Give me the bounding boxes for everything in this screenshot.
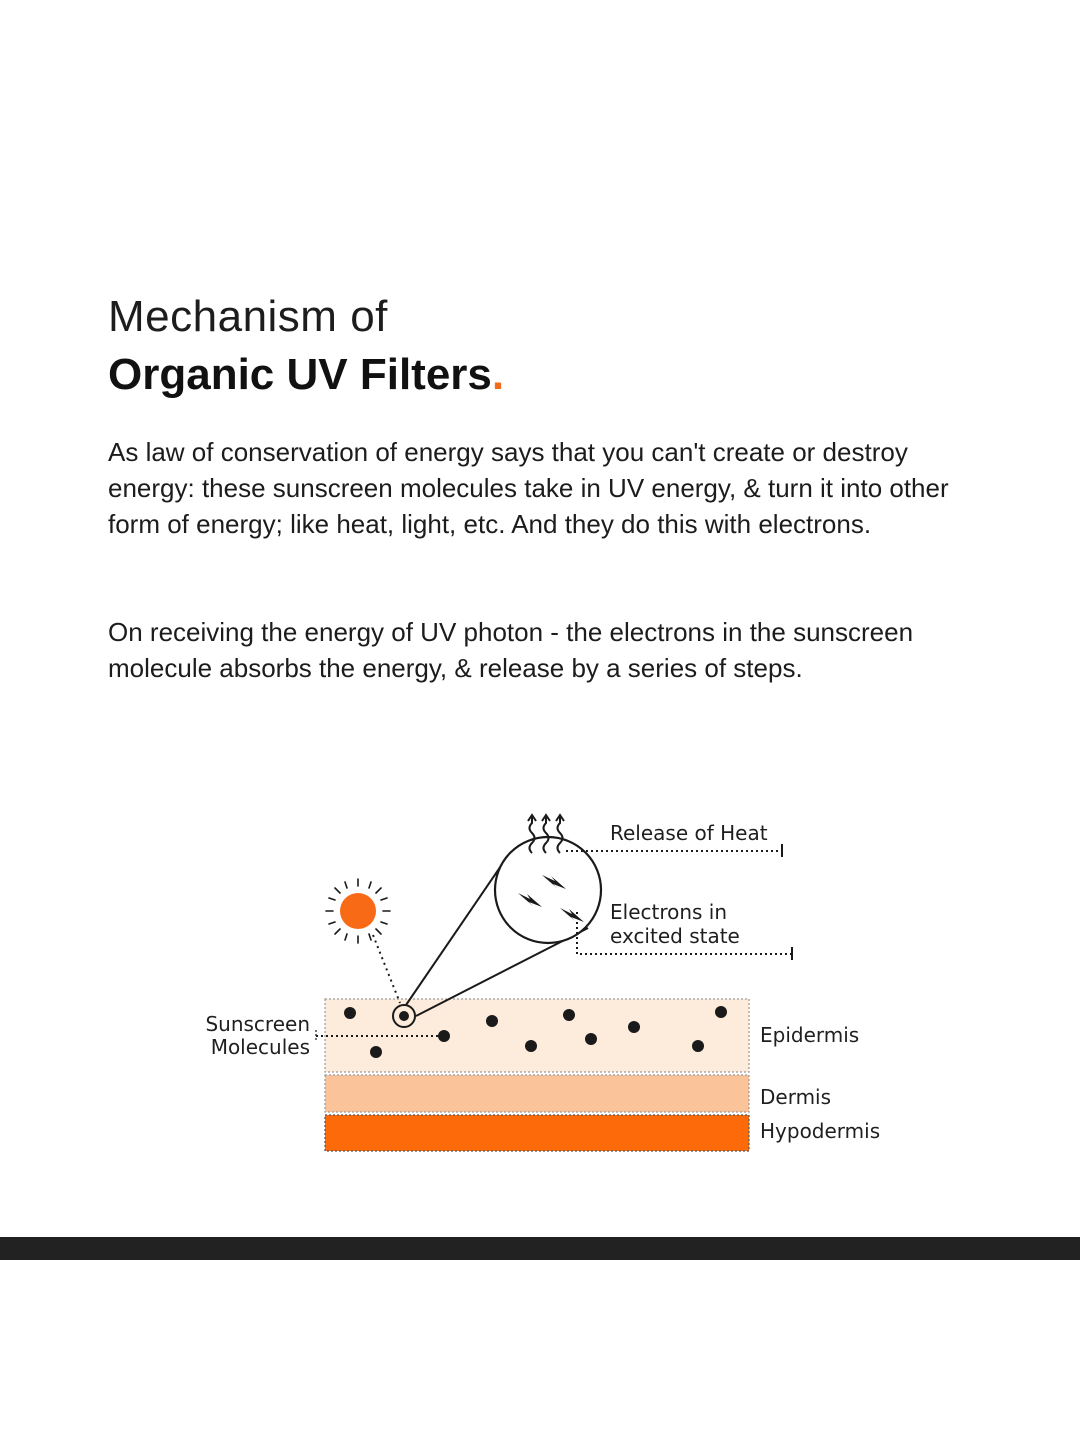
label-release-heat: Release of Heat (610, 821, 768, 845)
sun-icon (326, 879, 390, 943)
magnifier-cone-left (406, 860, 505, 1005)
magnifier-circle (495, 837, 601, 943)
label-molecules: Molecules (210, 1035, 310, 1059)
heading-line1: Mechanism of (108, 292, 388, 341)
label-electrons-in: Electrons in (610, 900, 728, 924)
label-dermis: Dermis (760, 1085, 832, 1109)
uv-ray (373, 935, 400, 1003)
molecule-dot (563, 1009, 575, 1021)
molecule-dot (370, 1046, 382, 1058)
hypodermis-layer (325, 1115, 749, 1151)
label-sunscreen: Sunscreen (205, 1012, 310, 1036)
bottom-bar (0, 1237, 1080, 1260)
highlighted-molecule-dot (399, 1011, 409, 1021)
molecule-dot (486, 1015, 498, 1027)
molecule-dot (344, 1007, 356, 1019)
heading-line2-text: Organic UV Filters (108, 350, 492, 399)
molecule-dot (628, 1021, 640, 1033)
label-excited-state: excited state (610, 924, 740, 948)
molecule-dot (585, 1033, 597, 1045)
paragraph-conservation: As law of conservation of energy says that you can't create or destroy energy: these sunscreen molecules take in UV energy, & turn it into other form of energy; like heat, light, etc. And they do this with electrons. (108, 437, 949, 539)
molecule-dot (438, 1030, 450, 1042)
molecule-dot (525, 1040, 537, 1052)
label-hypodermis: Hypodermis (760, 1119, 881, 1143)
molecule-dot (692, 1040, 704, 1052)
epidermis-layer (325, 999, 749, 1072)
label-epidermis: Epidermis (760, 1023, 860, 1047)
paragraph-uv-photon: On receiving the energy of UV photon - the electrons in the sunscreen molecule absorbs the energy, & release by a series of steps. (108, 617, 914, 683)
heading-accent-dot: . (491, 350, 505, 399)
molecule-dot (715, 1006, 727, 1018)
dermis-layer (325, 1075, 749, 1112)
